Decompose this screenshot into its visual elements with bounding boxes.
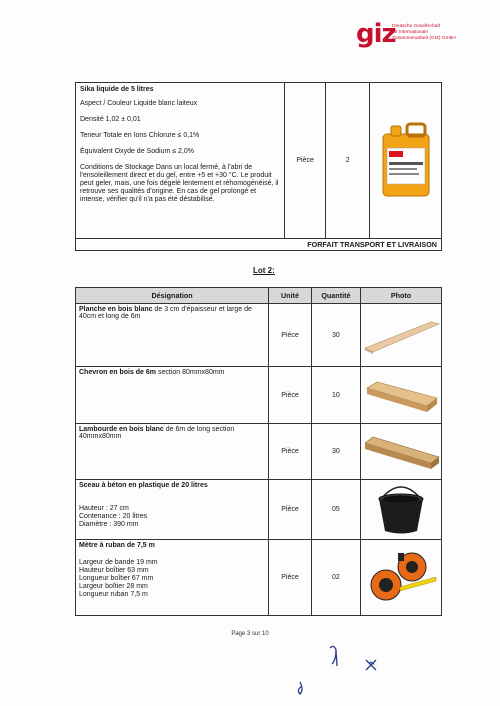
- table-lot1: [75, 82, 442, 251]
- sika-canister-photo: [377, 120, 435, 200]
- unit-cell: Pièce: [269, 480, 312, 540]
- item-detail: Longueur boîtier 67 mm: [79, 575, 154, 582]
- unit-cell: Pièce: [284, 83, 326, 239]
- item-detail: Hauteur boîtier 63 mm: [79, 567, 149, 574]
- qty-cell: 10: [311, 367, 360, 424]
- photo-cell: [360, 424, 441, 480]
- rafter-photo: [361, 374, 441, 414]
- header-designation: Désignation: [76, 288, 269, 304]
- item-detail: de 3 cm d'épaisseur et large de 40cm et long de 6m: [79, 306, 252, 320]
- table-row: [76, 239, 442, 251]
- qty-cell: 30: [311, 424, 360, 480]
- table-header-row: [76, 288, 442, 304]
- designation-cell: [76, 304, 269, 367]
- designation-cell: [76, 83, 285, 239]
- designation-cell: [76, 480, 269, 540]
- photo-cell: [360, 540, 441, 616]
- item-title: Lambourde en bois blanc: [79, 426, 164, 433]
- handwritten-initials: [290, 640, 390, 696]
- item-detail: Largeur de bande 19 mm: [79, 559, 158, 566]
- item-detail: Largeur boîtier 28 mm: [79, 583, 148, 590]
- table-row: [76, 424, 442, 480]
- header-photo: Photo: [360, 288, 441, 304]
- tape-measure-photo: [364, 547, 438, 607]
- item-line: Équivalent Oxyde de Sodium ≤ 2,0%: [80, 148, 194, 155]
- table-row: [76, 304, 442, 367]
- qty-cell: 30: [311, 304, 360, 367]
- joist-photo: [361, 431, 441, 471]
- bucket-photo: [371, 481, 431, 536]
- lot-title: Lot 2:: [253, 266, 275, 275]
- item-line: Aspect / Couleur Liquide blanc laiteux: [80, 100, 198, 107]
- unit-cell: Pièce: [269, 424, 312, 480]
- item-detail: de 6m de long section 40mmx80mm: [79, 426, 235, 440]
- header-unite: Unité: [269, 288, 312, 304]
- item-title: Mètre à ruban de 7,5 m: [79, 542, 155, 549]
- table-lot2: [75, 287, 442, 616]
- unit-cell: Pièce: [269, 367, 312, 424]
- qty-cell: 02: [311, 540, 360, 616]
- photo-cell: [360, 367, 441, 424]
- item-line: Densité 1,02 ± 0,01: [80, 116, 141, 123]
- logo-mark: giz: [356, 19, 396, 49]
- item-title: Sceau à béton en plastique de 20 litres: [79, 482, 208, 489]
- item-title: Sika liquide de 5 litres: [80, 86, 154, 93]
- unit-cell: Pièce: [269, 540, 312, 616]
- table-row: [76, 83, 442, 239]
- logo-text: Deutsche Gesellschaft für Internationale Zusammenarbeit (GIZ) GmbH: [392, 24, 456, 41]
- qty-cell: 05: [311, 480, 360, 540]
- photo-cell: [360, 480, 441, 540]
- qty-cell: 2: [326, 83, 370, 239]
- table-row: [76, 480, 442, 540]
- unit-cell: Pièce: [269, 304, 312, 367]
- item-detail: Longueur ruban 7,5 m: [79, 591, 148, 598]
- item-title: Chevron en bois de 6m: [79, 369, 157, 376]
- plank-photo: [361, 314, 441, 354]
- forfait-row: FORFAIT TRANSPORT ET LIVRAISON: [76, 239, 442, 251]
- header-quantite: Quantité: [311, 288, 360, 304]
- table-row: [76, 367, 442, 424]
- designation-cell: [76, 424, 269, 480]
- item-line: Conditions de Stockage Dans un local fermé, à l'abri de l'ensoleillement direct et du gel, entre +5 et +30 °C. Le produit peut geler, mais, une fois dégelé lentement et réhomogénéisé, il retrouve ses qualités d'origine. En cas de gel prolongé et intense, vérifier qu'il n'a pas été déstabilisé.: [80, 164, 279, 203]
- giz-logo: [356, 20, 476, 50]
- photo-cell: [360, 304, 441, 367]
- item-detail: Hauteur : 27 cm: [79, 505, 129, 512]
- item-detail: Diamètre : 390 mm: [79, 521, 139, 528]
- item-detail: section 80mmx80mm: [156, 369, 225, 376]
- item-line: Teneur Totale en Ions Chlorure ≤ 0,1%: [80, 132, 200, 139]
- photo-cell: [370, 83, 442, 239]
- designation-cell: [76, 367, 269, 424]
- item-detail: Contenance : 20 litres: [79, 513, 148, 520]
- item-title: Planche en bois blanc: [79, 306, 153, 313]
- designation-cell: [76, 540, 269, 616]
- page-footer: Page 3 sur 10: [231, 631, 269, 637]
- table-row: [76, 540, 442, 616]
